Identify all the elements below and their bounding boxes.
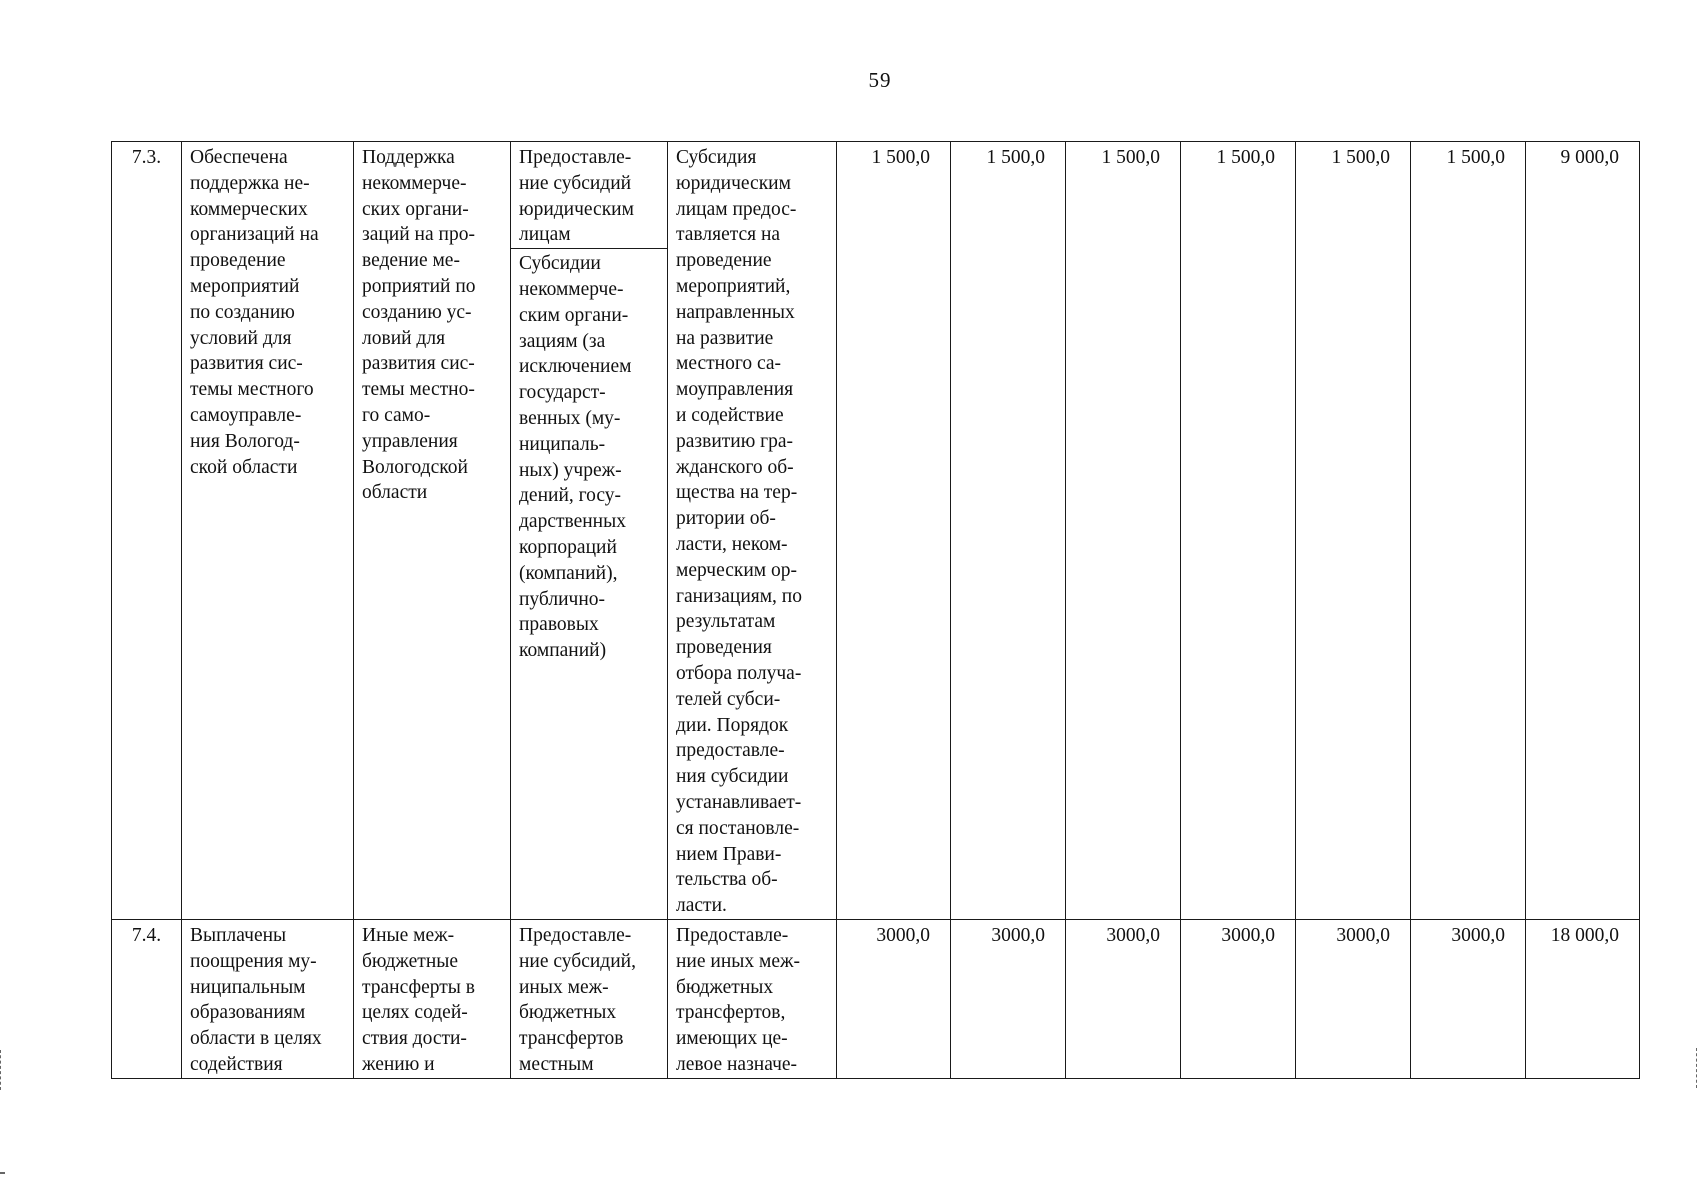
cell-text-line: лицам: [519, 224, 571, 246]
cell-text-line: развитию гра-: [676, 430, 794, 452]
cell-text-line: Поддержка: [362, 147, 455, 168]
cell-description: [668, 919, 837, 1078]
cell-text-line: Обеспечена: [190, 147, 288, 168]
cell-text-line: дии. Порядок: [676, 714, 789, 736]
cell-text-line: Субсидия: [676, 147, 757, 168]
cell-text-line: самоуправле-: [190, 404, 302, 426]
cell-year-amount: 1 500,0: [837, 142, 951, 920]
cell-text-line: образованиям: [190, 1002, 306, 1024]
cell-text-line: жданского об-: [676, 456, 794, 478]
cell-text-line: ских органи-: [362, 198, 469, 220]
cell-measure-type: [511, 142, 668, 920]
cell-text-line: зациям (за: [519, 330, 606, 352]
cell-text-line: роприятий по: [362, 275, 476, 297]
cell-total-amount: 9 000,0: [1526, 142, 1640, 920]
cell-text-line: поддержка не-: [190, 172, 310, 194]
cell-text-line: ловий для: [362, 327, 446, 349]
cell-text-line: условий для: [190, 327, 292, 349]
cell-year-amount: 3000,0: [837, 919, 951, 1078]
cell-text-line: го само-: [362, 404, 431, 426]
cell-text-line: имеющих це-: [676, 1028, 788, 1050]
cell-year-amount: 1 500,0: [1296, 142, 1411, 920]
cell-text-line: мероприятий: [190, 275, 300, 297]
cell-text-line: развития сис-: [190, 353, 303, 375]
cell-text-line: трансфертов,: [676, 1002, 786, 1024]
cell-year-amount: 3000,0: [1181, 919, 1296, 1078]
cell-text-line: трансфертов: [519, 1028, 624, 1050]
cell-year-amount: 3000,0: [1411, 919, 1526, 1078]
cell-text-line: ниципаль-: [519, 433, 606, 455]
cell-text-line: ных) учреж-: [519, 459, 622, 481]
cell-text-line: ласти.: [676, 895, 727, 917]
scan-edge-mark-left: [0, 1050, 4, 1090]
cell-text-line: ния Вологод-: [190, 430, 300, 452]
cell-text-line: корпораций: [519, 536, 617, 558]
cell-text-line: результатам: [676, 611, 776, 633]
cell-text-line: отбора получа-: [676, 662, 802, 684]
cell-text-line: коммерческих: [190, 198, 308, 220]
cell-text-line: мерческим ор-: [676, 559, 797, 581]
cell-result: [182, 919, 354, 1078]
cell-text-line: ния субсидии: [676, 766, 789, 788]
cell-text-line: государст-: [519, 382, 606, 404]
cell-text-line: по созданию: [190, 301, 295, 323]
table-row: [112, 919, 1640, 1078]
cell-year-amount: 3000,0: [1066, 919, 1181, 1078]
cell-text-line: области: [362, 482, 428, 504]
cell-text-line: поощрения му-: [190, 950, 317, 972]
cell-text-line: устанавливает-: [676, 791, 802, 813]
cell-text-line: ласти, неком-: [676, 533, 788, 555]
cell-text-line: проведение: [190, 250, 286, 272]
cell-text-line: местным: [519, 1053, 594, 1075]
cell-description: [668, 142, 837, 920]
cell-text-line: (компаний),: [519, 562, 618, 584]
cell-text-line: тавляется на: [676, 224, 781, 246]
cell-text-line: некоммерче-: [362, 172, 467, 194]
cell-text-line: Предоставле-: [676, 924, 789, 946]
cell-text-line: щества на тер-: [676, 482, 798, 504]
scan-edge-mark-right: [1693, 1048, 1697, 1088]
cell-text-line: ся постановле-: [676, 817, 800, 839]
cell-text-line: компаний): [519, 640, 607, 662]
cell-text-line: мероприятий,: [676, 275, 791, 297]
cell-result: [182, 142, 354, 920]
cell-text-line: ганизациям, по: [676, 585, 802, 607]
cell-measure: [354, 142, 511, 920]
cell-text-line: иных меж-: [519, 976, 609, 998]
cell-text-line: темы местно-: [362, 379, 475, 401]
cell-text-line: ние субсидий,: [519, 950, 636, 972]
cell-total-amount: 18 000,0: [1526, 919, 1640, 1078]
cell-text-line: предоставле-: [676, 740, 785, 762]
cell-text-line: ние иных меж-: [676, 950, 800, 972]
table-row: [112, 142, 1640, 920]
cell-year-amount: 1 500,0: [1181, 142, 1296, 920]
cell-text-line: дарственных: [519, 511, 626, 533]
cell-text-line: лицам предос-: [676, 198, 797, 220]
cell-text-line: дений, госу-: [519, 485, 622, 507]
cell-text-line: Предоставле-: [519, 924, 632, 946]
cell-text-line: области в целях: [190, 1028, 322, 1050]
cell-text-line: ским органи-: [519, 304, 629, 326]
scan-edge-dot: [0, 1172, 5, 1174]
cell-text-line: направленных: [676, 301, 795, 323]
cell-year-amount: 1 500,0: [1411, 142, 1526, 920]
cell-text-line: проведение: [676, 250, 772, 272]
cell-text-line: заций на про-: [362, 224, 475, 246]
cell-text-line: содействия: [190, 1053, 283, 1075]
cell-item-number: 7.3.: [112, 142, 182, 920]
cell-year-amount: 1 500,0: [951, 142, 1066, 920]
cell-text-line: ской области: [190, 456, 298, 478]
cell-text-line: целях содей-: [362, 1002, 468, 1024]
cell-text-line: Предоставле-: [519, 147, 632, 168]
cell-text-line: ведение ме-: [362, 250, 460, 272]
cell-text-line: жению и: [362, 1053, 435, 1075]
cell-text-line: проведения: [676, 637, 772, 659]
cell-text-line: венных (му-: [519, 407, 621, 429]
cell-text-line: на развитие: [676, 327, 774, 349]
cell-text-line: телей субси-: [676, 688, 781, 710]
cell-text-line: публично-: [519, 588, 606, 610]
cell-text-line: тельства об-: [676, 869, 778, 891]
cell-text-line: и содействие: [676, 404, 784, 426]
cell-text-line: юридическим: [676, 172, 791, 194]
cell-text-line: исключением: [519, 356, 632, 378]
cell-item-number: 7.4.: [112, 919, 182, 1078]
cell-text-line: левое назначе-: [676, 1053, 798, 1075]
cell-year-amount: 3000,0: [1296, 919, 1411, 1078]
cell-text-line: Иные меж-: [362, 924, 455, 946]
cell-text-line: ниципальным: [190, 976, 306, 998]
cell-text-line: бюджетные: [362, 950, 459, 972]
cell-text-line: организаций на: [190, 224, 319, 246]
cell-text-line: нием Прави-: [676, 843, 782, 865]
cell-text-line: трансферты в: [362, 976, 475, 998]
cell-text-line: правовых: [519, 614, 599, 636]
page-number: 59: [868, 68, 892, 92]
cell-text-line: бюджетных: [519, 1002, 617, 1024]
cell-text-line: ние субсидий: [519, 172, 632, 194]
program-table: [111, 141, 1640, 1079]
cell-text-line: управления: [362, 430, 458, 452]
cell-text-line: темы местного: [190, 379, 314, 401]
cell-year-amount: 3000,0: [951, 919, 1066, 1078]
cell-text-line: ритории об-: [676, 508, 776, 530]
cell-text-line: созданию ус-: [362, 301, 472, 323]
cell-measure: [354, 919, 511, 1078]
cell-text-line: юридическим: [519, 198, 634, 220]
cell-text-line: Выплачены: [190, 924, 287, 946]
cell-text-line: некоммерче-: [519, 278, 624, 300]
cell-measure-type: [511, 919, 668, 1078]
cell-text-line: ствия дости-: [362, 1028, 467, 1050]
cell-text-line: бюджетных: [676, 976, 774, 998]
cell-text-line: развития сис-: [362, 353, 475, 375]
cell-text-line: местного са-: [676, 353, 782, 375]
cell-text-line: Вологодской: [362, 456, 468, 478]
cell-text-line: моуправления: [676, 379, 794, 401]
cell-year-amount: 1 500,0: [1066, 142, 1181, 920]
cell-text-line: Субсидии: [519, 253, 601, 275]
